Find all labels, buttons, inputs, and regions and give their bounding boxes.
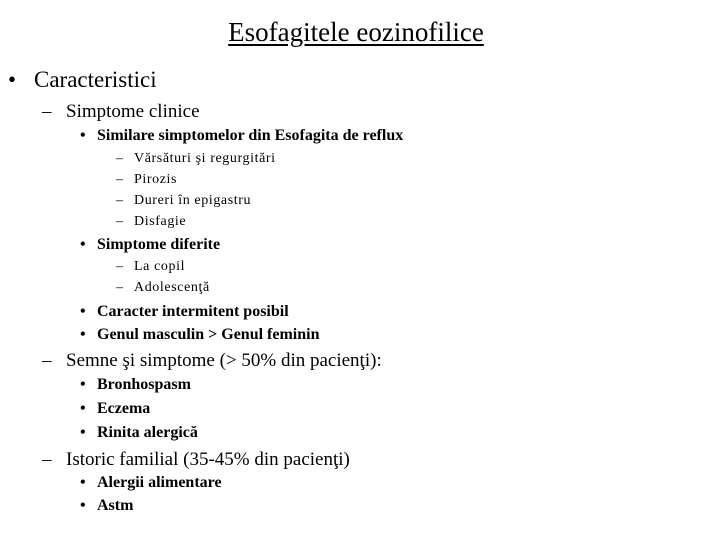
item-bronhospasm: Bronhospasm [97,376,191,393]
item-alergii-alimentare: Alergii alimentare [97,474,222,491]
bullet-icon: • [80,474,86,491]
bullet-icon: • [80,127,86,144]
item-astm: Astm [97,497,134,514]
dash-icon: – [116,214,124,229]
item-simptome-diferite: Simptome diferite [97,236,221,253]
bullet-icon: • [80,376,86,393]
dash-icon: – [42,449,52,470]
subheading-istoric-familial: Istoric familial (35-45% din pacienţi) [66,449,350,470]
bullet-icon: • [80,424,86,441]
item-similare-reflux: Similare simptomelor din Esofagita de reflux [97,127,404,144]
bullet-icon: • [80,303,86,320]
dash-icon: – [116,151,124,166]
dash-icon: – [116,172,124,187]
item-rinita-alergica: Rinita alergică [97,424,198,441]
bullet-icon: • [80,326,86,343]
list-item-dureri: Dureri în epigastru [134,193,252,208]
dash-icon: – [116,259,124,274]
bullet-icon: • [8,67,17,92]
bullet-icon: • [80,400,86,417]
list-item-disfagie: Disfagie [134,214,187,229]
heading-caracteristici: Caracteristici [34,67,157,92]
dash-icon: – [116,193,124,208]
subheading-simptome-clinice: Simptome clinice [66,101,200,122]
item-caracter-intermitent: Caracter intermitent posibil [97,303,289,320]
list-item-la-copil: La copil [134,259,186,274]
dash-icon: – [116,280,124,295]
subheading-semne-simptome: Semne şi simptome (> 50% din pacienţi): [66,350,382,371]
list-item-adolescenta: Adolescenţă [134,280,210,295]
dash-icon: – [42,101,52,122]
list-item-pirozis: Pirozis [134,172,178,187]
dash-icon: – [42,350,52,371]
bullet-icon: • [80,497,86,514]
list-item-varsaturi: Vărsături şi regurgitări [134,151,276,166]
item-genul-masculin: Genul masculin > Genul feminin [97,326,320,343]
item-eczema: Eczema [97,400,151,417]
slide-title: Esofagitele eozinofilice [228,17,484,47]
bullet-icon: • [80,236,86,253]
